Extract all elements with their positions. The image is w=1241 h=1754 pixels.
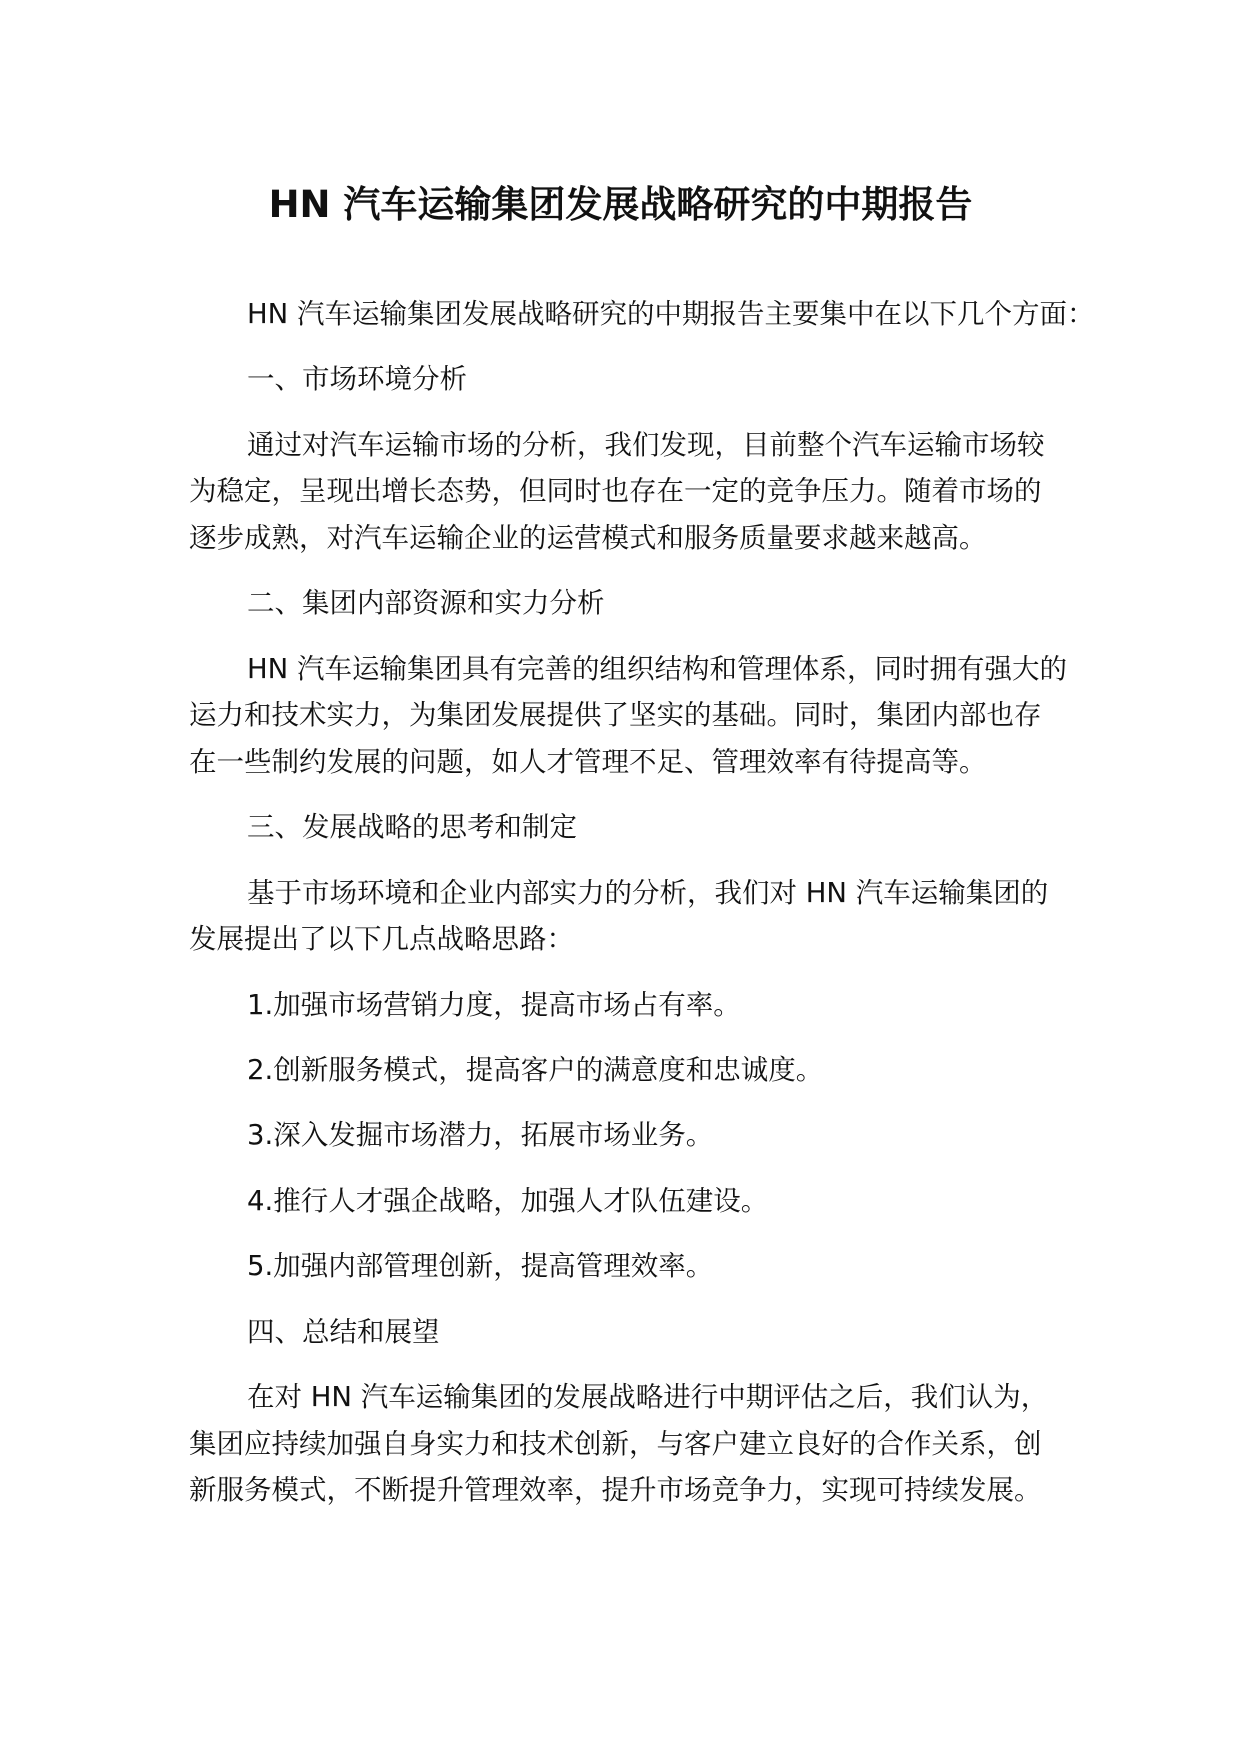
text-line: 基于市场环境和企业内部实力的分析，我们对 HN 汽车运输集团的 — [247, 876, 1049, 909]
section-3-paragraph — [189, 870, 1089, 963]
section-2-paragraph — [189, 646, 1089, 786]
list-item: 5.加强内部管理创新，提高管理效率。 — [247, 1250, 714, 1283]
text-line: 逐步成熟，对汽车运输企业的运营模式和服务质量要求越来越高。 — [189, 521, 987, 554]
text-line: 集团应持续加强自身实力和技术创新，与客户建立良好的合作关系，创 — [189, 1427, 1042, 1460]
text-line: 通过对汽车运输市场的分析，我们发现，目前整个汽车运输市场较 — [247, 428, 1045, 461]
section-1-paragraph — [189, 422, 1089, 562]
document-title: HN 汽车运输集团发展战略研究的中期报告 — [268, 183, 973, 226]
list-item: 4.推行人才强企战略，加强人才队伍建设。 — [247, 1184, 769, 1217]
section-2-heading — [189, 580, 1089, 627]
text-line: 为稳定，呈现出增长态势，但同时也存在一定的竞争压力。随着市场的 — [189, 475, 1042, 508]
strategy-item-4 — [189, 1178, 1089, 1225]
strategy-item-2 — [189, 1047, 1089, 1094]
section-3-heading — [189, 804, 1089, 851]
document-body — [189, 291, 1095, 1533]
text-line: 发展提出了以下几点战略思路： — [189, 923, 574, 956]
text-line: HN 汽车运输集团发展战略研究的中期报告主要集中在以下几个方面： — [247, 298, 1095, 330]
intro-paragraph — [189, 291, 1095, 338]
text-line: 在对 HN 汽车运输集团的发展战略进行中期评估之后，我们认为， — [247, 1381, 1049, 1414]
section-heading: 四、总结和展望 — [247, 1315, 440, 1348]
section-heading: 二、集团内部资源和实力分析 — [247, 587, 605, 620]
list-item: 2.创新服务模式，提高客户的满意度和忠诚度。 — [247, 1054, 824, 1087]
strategy-item-5 — [189, 1243, 1089, 1290]
section-4-paragraph — [189, 1374, 1089, 1514]
section-heading: 三、发展战略的思考和制定 — [247, 811, 577, 844]
text-line: 运力和技术实力，为集团发展提供了坚实的基础。同时，集团内部也存 — [189, 699, 1042, 732]
section-heading: 一、市场环境分析 — [247, 363, 467, 396]
list-item: 3.深入发掘市场潜力，拓展市场业务。 — [247, 1119, 714, 1152]
text-line: HN 汽车运输集团具有完善的组织结构和管理体系，同时拥有强大的 — [247, 652, 1067, 685]
text-line: 新服务模式，不断提升管理效率，提升市场竞争力，实现可持续发展。 — [189, 1474, 1042, 1507]
strategy-item-3 — [189, 1112, 1089, 1159]
text-line: 在一些制约发展的问题，如人才管理不足、管理效率有待提高等。 — [189, 745, 987, 778]
section-4-heading — [189, 1309, 1089, 1356]
strategy-item-1 — [189, 982, 1089, 1029]
list-item: 1.加强市场营销力度，提高市场占有率。 — [247, 988, 741, 1021]
section-1-heading — [189, 356, 1089, 403]
